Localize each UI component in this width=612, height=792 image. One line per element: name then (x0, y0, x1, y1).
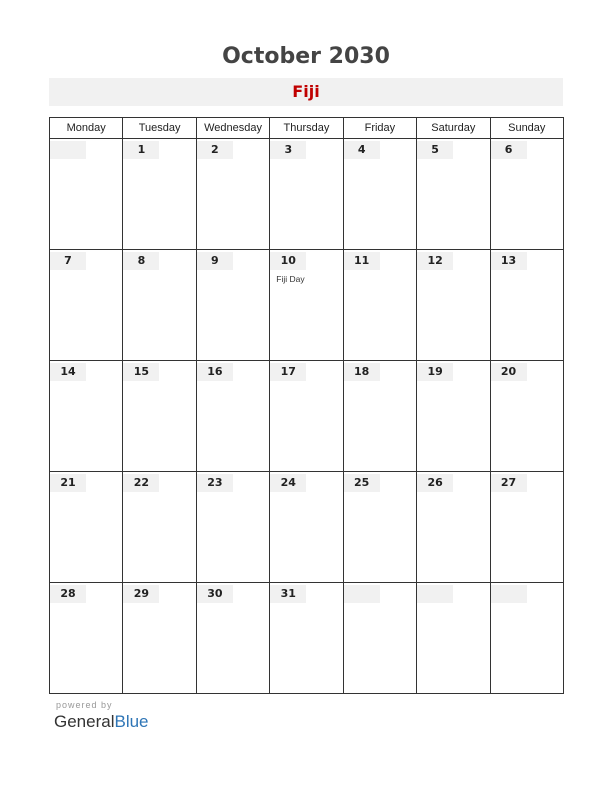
week-row (50, 472, 564, 583)
day-cell (417, 139, 490, 250)
weekday-friday: Friday (343, 118, 416, 139)
weekday-sunday: Sunday (490, 118, 563, 139)
day-cell (50, 250, 123, 361)
day-number: 2 (197, 141, 233, 159)
day-cell (417, 250, 490, 361)
day-number: 3 (270, 141, 306, 159)
week-row (50, 361, 564, 472)
weekday-saturday: Saturday (417, 118, 490, 139)
country-banner (49, 78, 563, 106)
day-cell (490, 139, 563, 250)
day-number: 20 (491, 363, 527, 381)
day-cell (417, 361, 490, 472)
day-cell (270, 361, 343, 472)
day-number: 25 (344, 474, 380, 492)
day-number: 11 (344, 252, 380, 270)
day-number: 24 (270, 474, 306, 492)
day-number: 7 (50, 252, 86, 270)
day-cell (343, 583, 416, 694)
country-name: Fiji (292, 82, 320, 101)
day-cell (343, 472, 416, 583)
day-number: 27 (491, 474, 527, 492)
week-row (50, 583, 564, 694)
weekday-monday: Monday (50, 118, 123, 139)
day-cell (490, 472, 563, 583)
day-cell (490, 361, 563, 472)
weekday-tuesday: Tuesday (123, 118, 196, 139)
day-cell (417, 583, 490, 694)
day-cell (50, 583, 123, 694)
page-title: October 2030 (222, 44, 390, 69)
day-cell (417, 472, 490, 583)
day-number: 18 (344, 363, 380, 381)
day-number: 30 (197, 585, 233, 603)
day-cell (270, 472, 343, 583)
day-number: 26 (417, 474, 453, 492)
day-cell (196, 583, 269, 694)
day-cell (123, 583, 196, 694)
day-number: 10 (270, 252, 306, 270)
day-number: 16 (197, 363, 233, 381)
day-number: 1 (123, 141, 159, 159)
day-cell (343, 139, 416, 250)
day-cell (50, 472, 123, 583)
day-cell (123, 361, 196, 472)
holiday-label: Fiji Day (276, 274, 305, 284)
day-number: 31 (270, 585, 306, 603)
brand-blue: Blue (114, 712, 149, 731)
day-cell (196, 250, 269, 361)
day-cell (270, 583, 343, 694)
brand-general: General (54, 712, 115, 731)
day-number: 21 (50, 474, 86, 492)
day-cell (490, 250, 563, 361)
day-cell (123, 250, 196, 361)
weekday-thursday: Thursday (270, 118, 343, 139)
day-number: 15 (123, 363, 159, 381)
day-number (344, 585, 380, 603)
day-cell (270, 139, 343, 250)
day-cell (196, 139, 269, 250)
day-cell (343, 361, 416, 472)
day-number: 28 (50, 585, 86, 603)
day-number: 22 (123, 474, 159, 492)
day-number: 8 (123, 252, 159, 270)
week-row (50, 250, 564, 361)
day-number: 12 (417, 252, 453, 270)
day-cell (343, 250, 416, 361)
day-number: 4 (344, 141, 380, 159)
day-number (491, 585, 527, 603)
day-cell (490, 583, 563, 694)
calendar-grid (49, 117, 564, 694)
day-cell (123, 139, 196, 250)
day-number (417, 585, 453, 603)
day-cell (270, 250, 343, 361)
day-cell (50, 361, 123, 472)
day-cell (196, 361, 269, 472)
generalblue-logo[interactable] (54, 712, 149, 732)
day-number: 19 (417, 363, 453, 381)
day-number: 6 (491, 141, 527, 159)
day-number: 23 (197, 474, 233, 492)
day-cell (196, 472, 269, 583)
day-number (50, 141, 86, 159)
day-cell (50, 139, 123, 250)
powered-by-text: powered by (56, 700, 113, 710)
weekday-header-row (50, 118, 564, 139)
day-number: 14 (50, 363, 86, 381)
day-number: 5 (417, 141, 453, 159)
day-number: 13 (491, 252, 527, 270)
day-number: 17 (270, 363, 306, 381)
day-cell (123, 472, 196, 583)
day-number: 29 (123, 585, 159, 603)
week-row (50, 139, 564, 250)
weekday-wednesday: Wednesday (196, 118, 269, 139)
day-number: 9 (197, 252, 233, 270)
